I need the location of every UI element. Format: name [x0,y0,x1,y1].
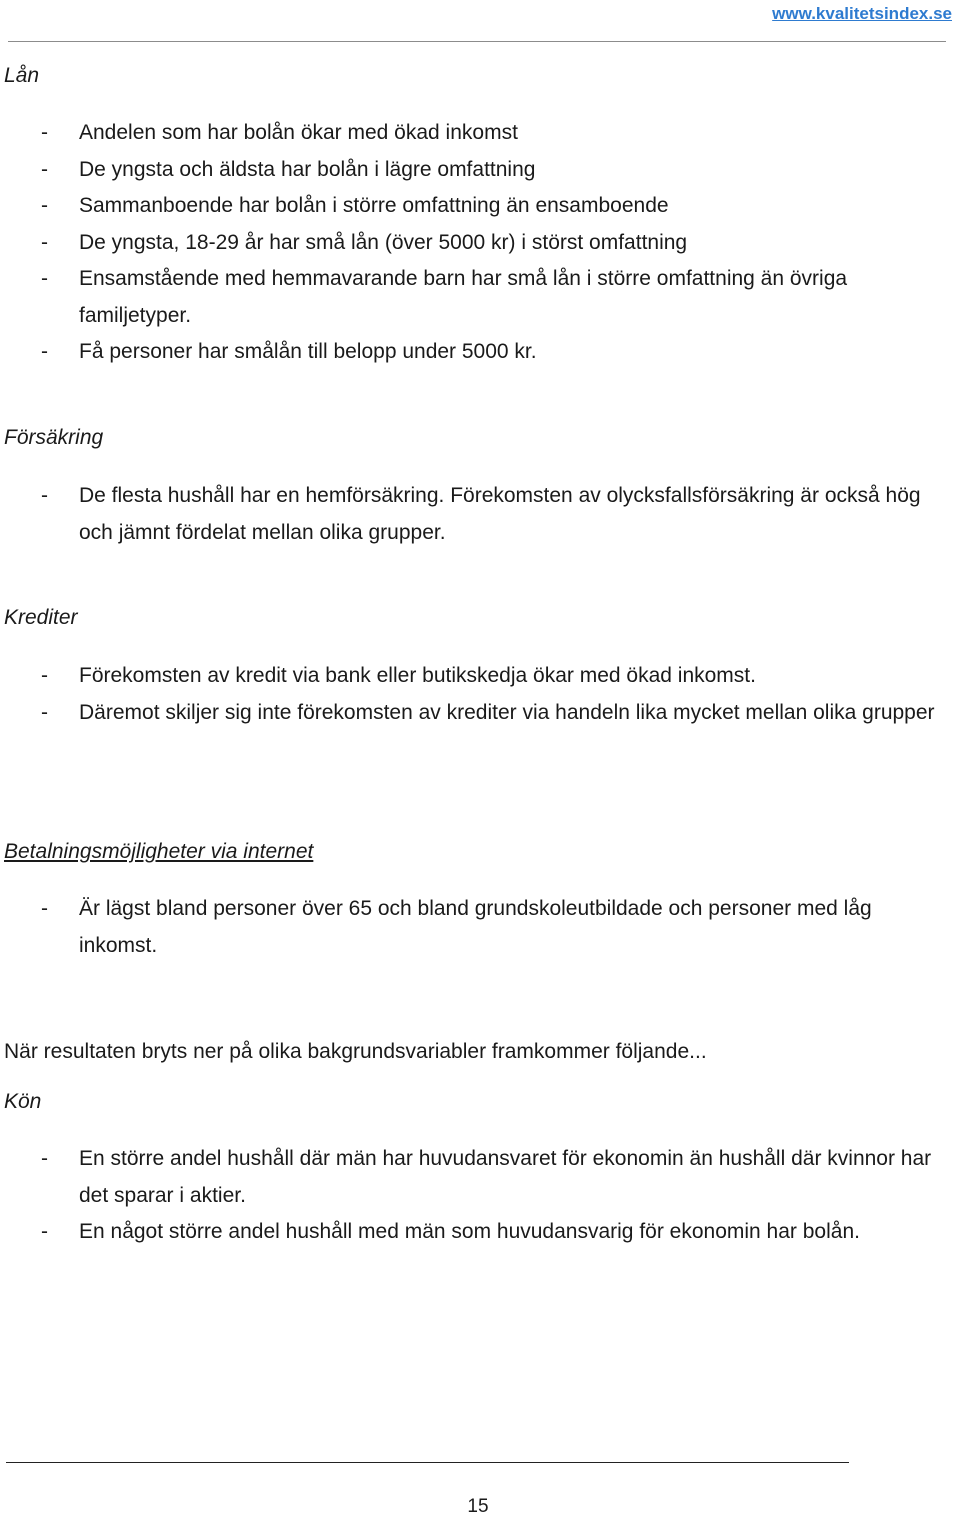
list-item: - Andelen som har bolån ökar med ökad inkomst [41,121,518,144]
page-number: 15 [467,1496,489,1517]
bullet-list-forsakring [0,478,960,551]
list-item: - En större andel hushåll där män har huvudansvaret för ekonomin än hushåll där kvinnor har det sparar i aktier. [41,1147,932,1207]
list-item: - Få personer har smålån till belopp under 5000 kr. [41,340,537,363]
list-item: - De flesta hushåll har en hemförsäkring. Förekomsten av olycksfallsförsäkring är också hög och jämnt fördelat mellan olika grupper. [41,484,921,544]
section-heading-kon: Kön [4,1090,42,1113]
list-item: - Förekomsten av kredit via bank eller butikskedja ökar med ökad inkomst. [41,664,756,687]
section-heading-krediter: Krediter [4,606,78,629]
list-item: - Däremot skiljer sig inte förekomsten av krediter via handeln lika mycket mellan olika grupper [41,700,935,724]
footer-divider [6,1462,849,1463]
bullet-list-betalning [0,891,960,964]
site-url-link[interactable]: www.kvalitetsindex.se [772,4,952,23]
list-item: - Ensamstående med hemmavarande barn har små lån i större omfattning än övriga familjetyper. [41,267,848,327]
list-item: - En något större andel hushåll med män som huvudansvarig för ekonomin har bolån. [41,1220,860,1243]
list-item: - Sammanboende har bolån i större omfattning än ensamboende [41,194,669,217]
bullet-list-krediter [0,658,960,731]
list-item: - Är lägst bland personer över 65 och bland grundskoleutbildade och personer med låg inkomst. [41,897,872,957]
bullet-list-kon [0,1141,960,1251]
header-divider [8,41,946,42]
results-intro-paragraph: När resultaten bryts ner på olika bakgrundsvariabler framkommer följande... [4,1040,707,1063]
bullet-list-lan [0,115,960,371]
list-item: - De yngsta och äldsta har bolån i lägre omfattning [41,157,536,181]
section-heading-betalning: Betalningsmöjligheter via internet [4,840,314,863]
section-heading-forsakring: Försäkring [4,426,104,449]
list-item: - De yngsta, 18-29 år har små lån (över 5000 kr) i störst omfattning [41,230,688,254]
section-heading-lan: Lån [4,64,40,87]
